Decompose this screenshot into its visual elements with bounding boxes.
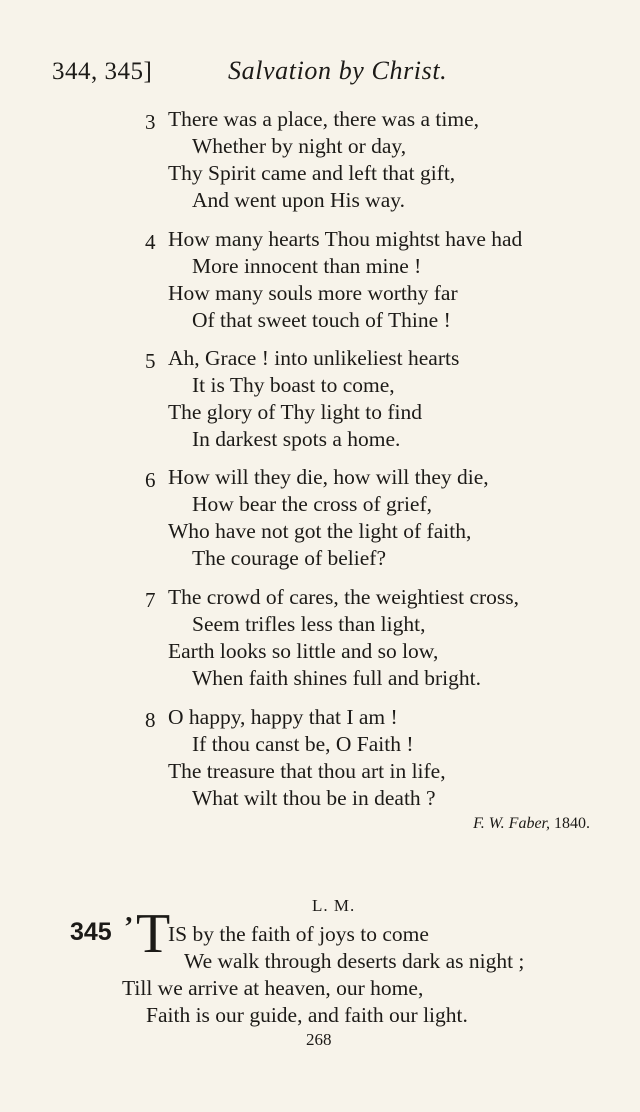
verse-line: Seem trifles less than light,: [192, 612, 426, 636]
verse-line: It is Thy boast to come,: [192, 373, 395, 397]
drop-cap-letter: T: [136, 903, 171, 965]
verse-number: 4: [145, 230, 156, 254]
drop-apostrophe: ’: [124, 912, 134, 943]
verse-line: If thou canst be, O Faith !: [192, 732, 414, 756]
hymn-345-line: We walk through deserts dark as night ;: [184, 949, 525, 973]
verse-line: And went upon His way.: [192, 188, 405, 212]
verse-number: 6: [145, 468, 156, 492]
header-hymn-numbers: 344, 345]: [52, 58, 153, 85]
hymn-number: 345: [70, 918, 112, 946]
hymn-345-line: Till we arrive at heaven, our home,: [122, 976, 424, 1000]
verse-number: 7: [145, 588, 156, 612]
attribution-author: F. W. Faber,: [473, 815, 550, 832]
verse-line: How many hearts Thou mightst have had: [168, 227, 523, 251]
verse-line: The crowd of cares, the weightiest cross,: [168, 585, 520, 609]
verse-line: What wilt thou be in death ?: [192, 786, 436, 810]
verse-line: Of that sweet touch of Thine !: [192, 308, 451, 332]
attribution-year: 1840.: [554, 815, 590, 832]
verse-line: Thy Spirit came and left that gift,: [168, 161, 456, 185]
verse-line: There was a place, there was a time,: [168, 107, 479, 131]
verse-line: The courage of belief?: [192, 546, 386, 570]
verse-line: The glory of Thy light to find: [168, 400, 422, 424]
verse-line: Who have not got the light of faith,: [168, 519, 472, 543]
verse-line: The treasure that thou art in life,: [168, 759, 446, 783]
verse-line: Ah, Grace ! into unlikeliest hearts: [168, 346, 460, 370]
verse-line: How many souls more worthy far: [168, 281, 458, 305]
verse-number: 5: [145, 349, 156, 373]
meter-label: L. M.: [312, 896, 356, 915]
attribution: [473, 815, 590, 833]
verse-line: When faith shines full and bright.: [192, 666, 481, 690]
verse-line: Earth looks so little and so low,: [168, 639, 439, 663]
verse-line: In darkest spots a home.: [192, 427, 401, 451]
verse-line: O happy, happy that I am !: [168, 705, 398, 729]
page-number: 268: [306, 1030, 332, 1049]
hymn-345-line: Faith is our guide, and faith our light.: [146, 1003, 468, 1027]
verse-line: How bear the cross of grief,: [192, 492, 432, 516]
verse-line: More innocent than mine !: [192, 254, 422, 278]
verse-number: 8: [145, 708, 156, 732]
verse-number: 3: [145, 110, 156, 134]
verse-line: How will they die, how will they die,: [168, 465, 489, 489]
verse-line: Whether by night or day,: [192, 134, 407, 158]
header-section-title: Salvation by Christ.: [228, 56, 448, 85]
hymn-345-first-line: IS by the faith of joys to come: [168, 922, 429, 946]
